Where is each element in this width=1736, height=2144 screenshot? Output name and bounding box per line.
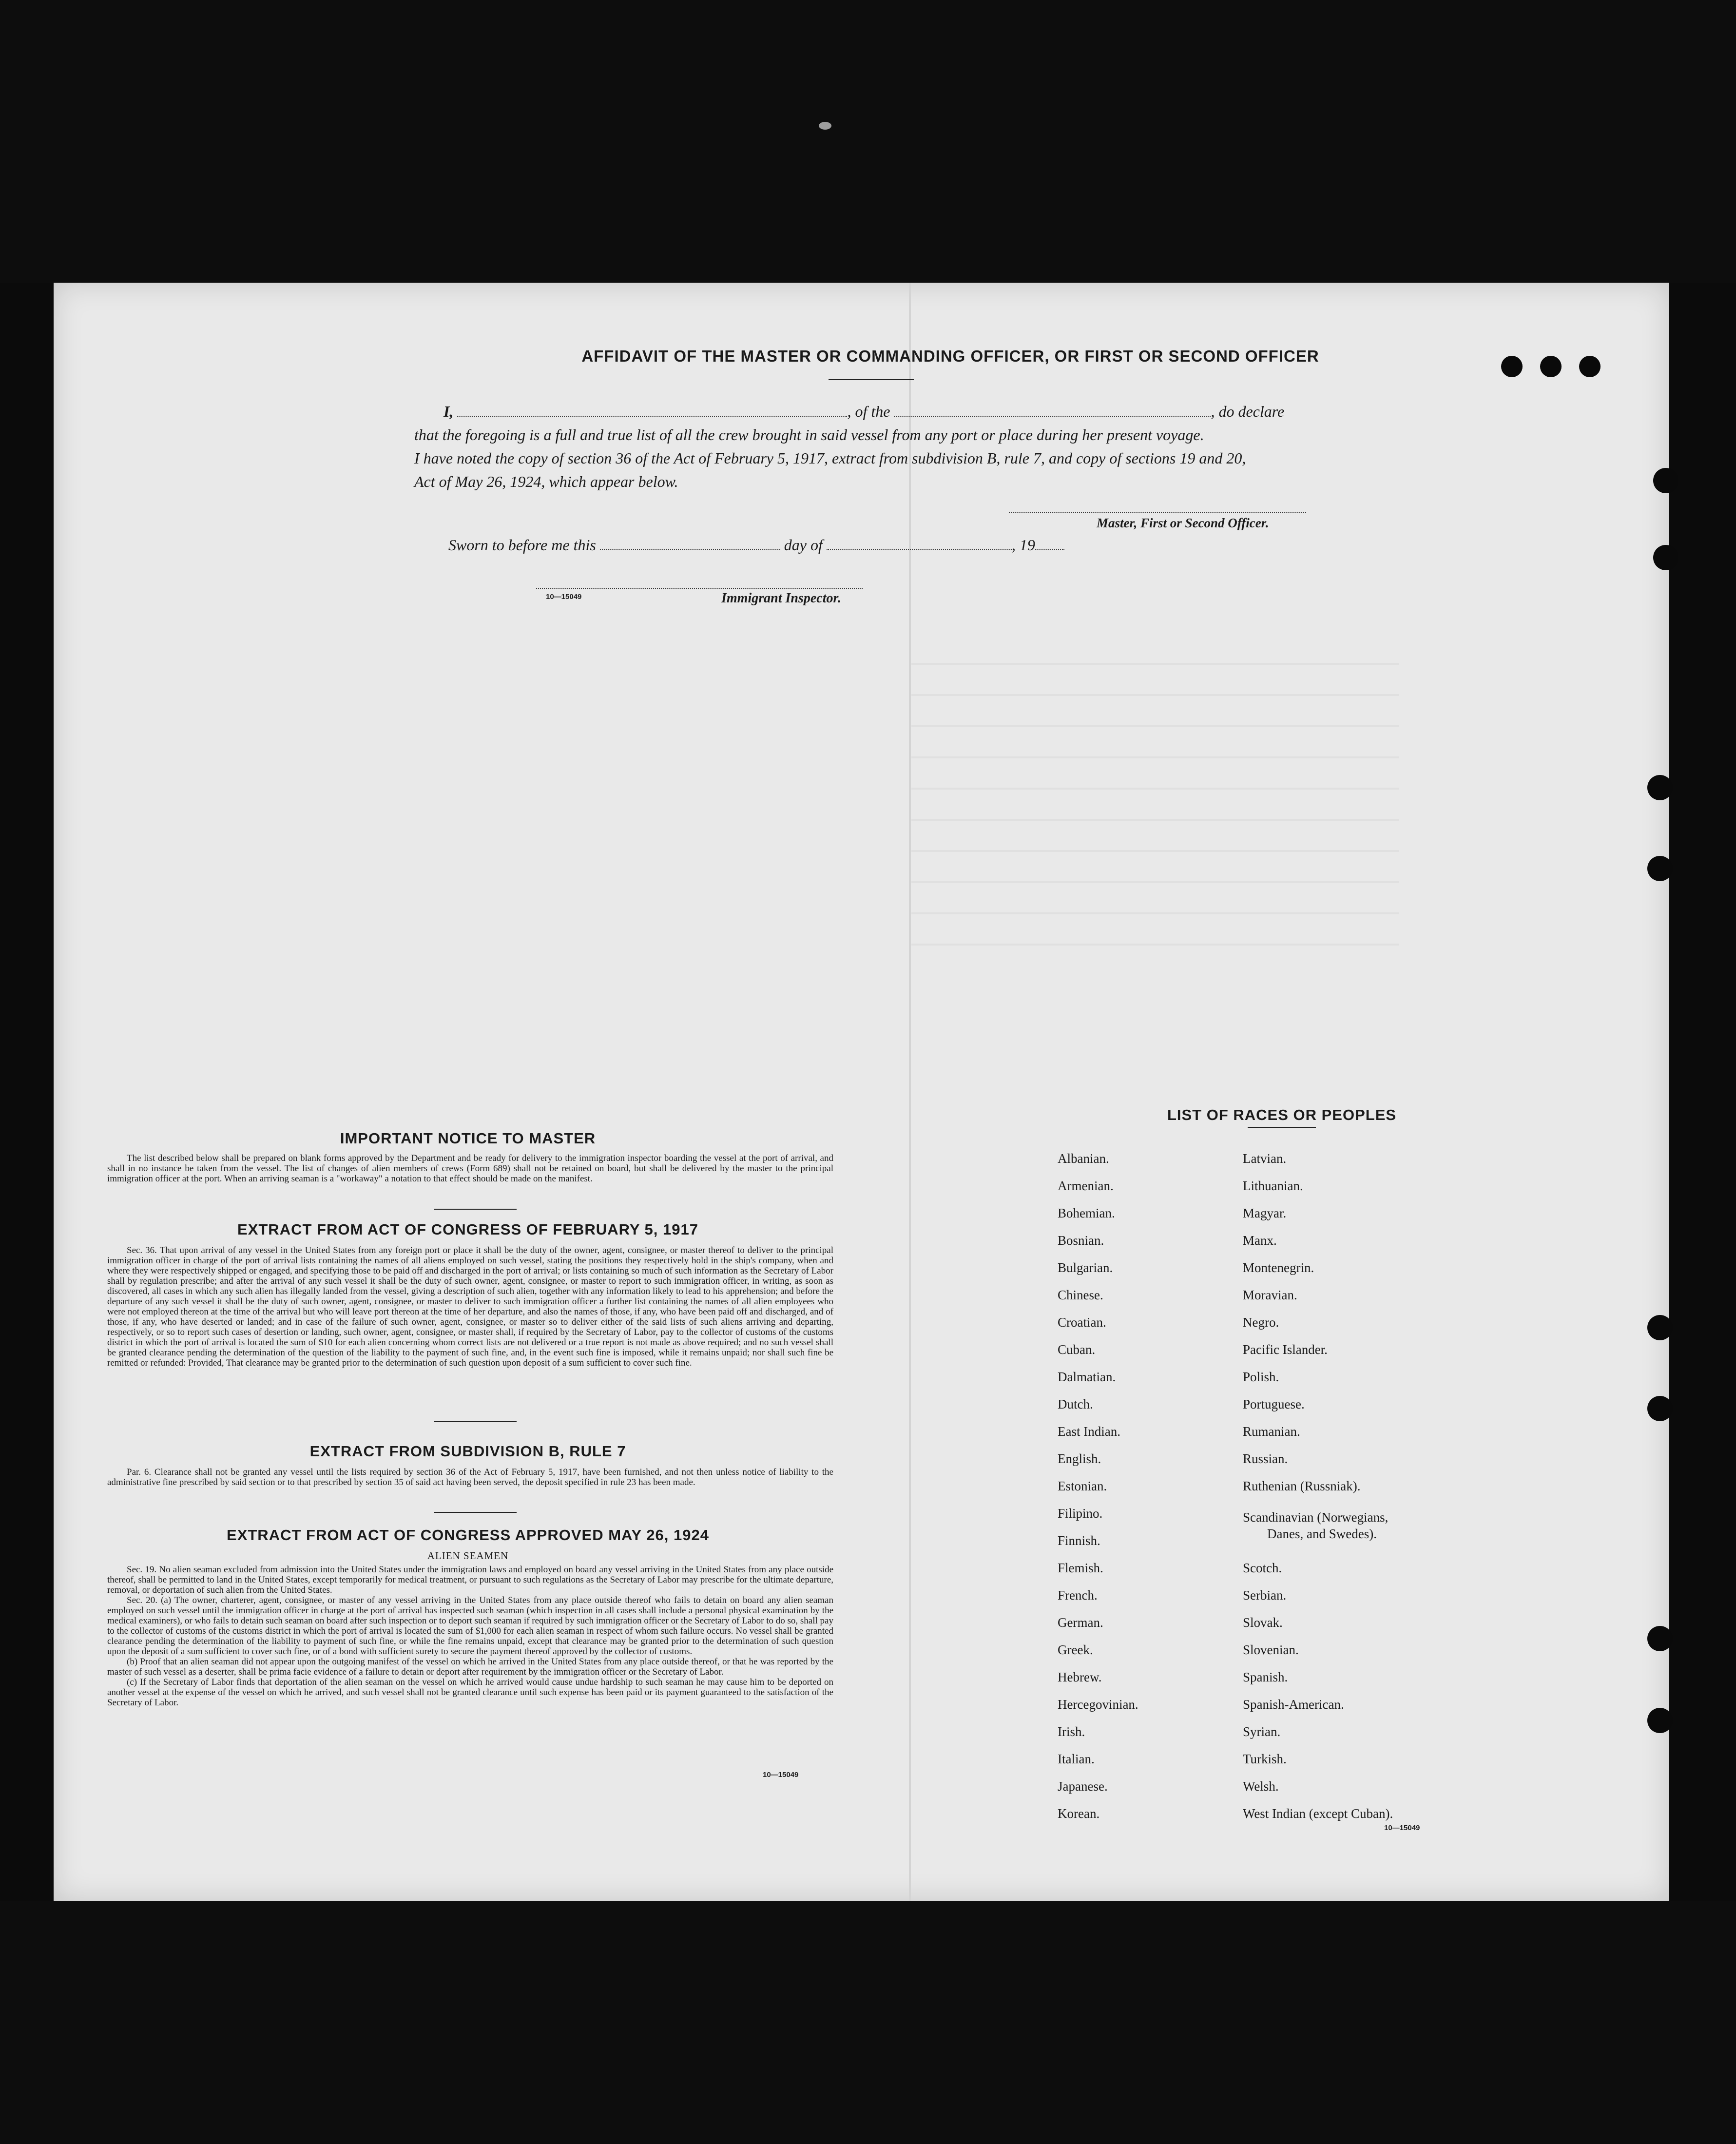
race-item: Polish. — [1243, 1370, 1279, 1384]
page-fold — [909, 283, 911, 1901]
race-item: Estonian. — [1058, 1479, 1107, 1493]
notice-text: The list described below shall be prepared on blank forms approved by the Department and be ready for delivery to the immigration inspector boarding the vessel at the port of arrival, and shall in no instance be taken from the vessel. The list of changes of alien members of crews (Form 689) shall not be retained on board, but shall be delivered by the master to the principal immigration officer at the port. When an arriving seaman is a "workaway" a notation to that effect should be made on the manifest. — [107, 1153, 833, 1184]
master-signature-line[interactable] — [1009, 512, 1306, 513]
punch-hole — [1647, 1708, 1673, 1733]
races-title: LIST OF RACES OR PEOPLES — [1167, 1106, 1397, 1123]
subdivision-b-title: EXTRACT FROM SUBDIVISION B, RULE 7 — [309, 1443, 626, 1460]
race-item: Flemish. — [1058, 1561, 1103, 1575]
inspector-signature-line[interactable] — [536, 588, 863, 589]
sworn-line — [448, 536, 1064, 554]
race-item: Negro. — [1243, 1315, 1279, 1330]
race-item: Lithuanian. — [1243, 1178, 1303, 1193]
race-item: Russian. — [1243, 1451, 1288, 1466]
punch-hole — [1647, 775, 1673, 800]
race-item: Syrian. — [1243, 1724, 1281, 1739]
sworn-month-field[interactable] — [827, 538, 1012, 550]
race-item: Welsh. — [1243, 1779, 1279, 1794]
punch-hole — [1653, 545, 1678, 570]
master-label: Master, First or Second Officer. — [1097, 516, 1269, 530]
race-item: Scotch. — [1243, 1561, 1282, 1575]
extract-1917-text: Sec. 36. That upon arrival of any vessel in the United States from any foreign port or place it shall be the duty of the owner, agent, consignee, or master thereof to deliver to the principal immigration officer in charge of the port of arrival lists containing the names of all aliens employed on such vessel, stating the positions they respectively hold in the ship's company, when and where they were respectively shipped or engaged, and specifying those to be paid off and discharged in the port of arrival; or lists containing so much of such information as the Secretary of Labor shall by regulation prescribe; and after the arrival of any such vessel it shall be the duty of such owner, agent, consignee, or master to report to such immigration officer, in writing, as soon as discovered, all cases in which any such alien has illegally landed from the vessel, giving a description of such alien, together with any information likely to lead to his apprehension; and before the departure of any such vessel it shall be the duty of such owner, agent, consignee, or master to deliver to such immigration officer a further list containing the names of all alien employees who were not employed thereon at the time of the arrival but who will leave port thereon at the time of her departure, and also the names of those, if any, who have been paid off and discharged, and of those, if any, who have deserted or landed; and in case of the failure of such owner, agent, consignee, or master so to deliver either of the said lists of such aliens arriving and departing, respectively, or so to report such cases of desertion or landing, such owner, agent, consignee, or master shall, if required by the Secretary of Labor, pay to the collector of customs of the customs district in which the port of arrival is located the sum of $10 for each alien concerning whom correct lists are not delivered or a true report is not made as above required; and no such vessel shall be granted clearance pending the determination of the question of the liability to the payment of such fine, and, in the event such fine is imposed, while it remains unpaid; nor shall such fine be remitted or refunded: Provided, That clearance may be granted prior to the determination of such question upon deposit of a sum sufficient to cover such fine. — [107, 1245, 833, 1368]
notice-title: IMPORTANT NOTICE TO MASTER — [340, 1130, 596, 1147]
race-item: German. — [1058, 1615, 1103, 1630]
affidavit-declare: , do declare — [1211, 403, 1285, 420]
affidavit-i: I, — [444, 403, 454, 420]
race-item: Korean. — [1058, 1806, 1100, 1821]
race-item: Magyar. — [1243, 1206, 1287, 1220]
race-item: Hercegovinian. — [1058, 1697, 1138, 1712]
extract-1917-title: EXTRACT FROM ACT OF CONGRESS OF FEBRUARY 5, 1917 — [237, 1221, 698, 1238]
race-item: Slovenian. — [1243, 1642, 1299, 1657]
extract-1924-text: Sec. 19. No alien seaman excluded from admission into the United States under the immigration laws and employed on board any vessel arriving in the United States from any place outside thereof, shall be permitted to land in the United States, except temporarily for medical treatment, or pursuant to such regulations as the Secretary of Labor may prescribe for the ultimate departure, removal, or deportation of such alien from the United States. Sec. 20. (a) The owner, charterer, agent, consignee, or master of any vessel arriving in the United States from any place outside thereof who fails to detain on board any alien seaman employed on such vessel until the immigration officer in charge at the port of arrival has inspected such seaman (which inspection in all cases shall include a personal physical examination by the medical examiners), or who fails to detain such seaman on board after such inspection or to deport such seaman if required by such immigration officer or the Secretary of Labor to do so, shall pay to the collector of customs of the customs district in which the port of arrival is located the sum of $1,000 for each alien seaman in respect of whom such failure occurs. No vessel shall be granted clearance pending the determination of the liability to payment of such fine, or while the fine remains unpaid, except that clearance may be granted prior to the determination of such question upon the deposit of a sum sufficient to cover such fine, or of a bond with sufficient surety to secure the payment thereof approved by the collector of customs. (b) Proof that an alien seaman did not appear upon the outgoing manifest of the vessel on which he arrived in the United States from any place outside thereof, or that he was reported by the master of such vessel as a deserter, shall be prima facie evidence of a failure to detain or deport after requirement by the immigration officer or the Secretary of Labor. (c) If the Secretary of Labor finds that deportation of the alien seaman on the vessel on which he arrived would cause undue hardship to such seaman he may cause him to be deported on another vessel at the expense of the vessel on which he arrived, and such vessel shall not be granted clearance until such expense has been paid or its payment guaranteed to the satisfaction of the Secretary of Labor. — [107, 1565, 833, 1708]
form-number: 10—15049 — [763, 1771, 799, 1779]
divider — [1248, 1127, 1316, 1128]
race-item: Montenegrin. — [1243, 1260, 1314, 1275]
affidavit-line4: Act of May 26, 1924, which appear below. — [414, 473, 678, 490]
punch-hole — [1647, 1315, 1673, 1340]
sworn-year: , 19 — [1011, 536, 1035, 554]
race-item: Serbian. — [1243, 1588, 1287, 1603]
race-item: Spanish. — [1243, 1670, 1288, 1684]
race-item: Irish. — [1058, 1724, 1085, 1739]
name-field[interactable] — [457, 401, 847, 417]
affidavit-title: AFFIDAVIT OF THE MASTER OR COMMANDING OFFICER, OR FIRST OR SECOND OFFICER — [581, 347, 1319, 365]
punch-hole — [1540, 356, 1562, 377]
divider — [434, 1209, 517, 1210]
affidavit-of-the: , of the — [847, 403, 890, 420]
divider — [829, 379, 914, 380]
bleed-through — [911, 634, 1399, 975]
race-item: Portuguese. — [1243, 1397, 1305, 1411]
affidavit-line2: that the foregoing is a full and true list of all the crew brought in said vessel from any port or place during her present voyage. — [414, 426, 1204, 444]
form-number: 10—15049 — [546, 593, 582, 601]
punch-hole — [1501, 356, 1523, 377]
form-number: 10—15049 — [1384, 1824, 1420, 1832]
race-item: Finnish. — [1058, 1533, 1100, 1548]
race-item: Dutch. — [1058, 1397, 1093, 1411]
punch-hole — [1647, 1626, 1673, 1651]
affidavit-line3: I have noted the copy of section 36 of the Act of February 5, 1917, extract from subdivision B, rule 7, and copy of sections 19 and 20, — [414, 449, 1246, 467]
race-item: French. — [1058, 1588, 1098, 1603]
race-item: Filipino. — [1058, 1506, 1103, 1521]
race-item: East Indian. — [1058, 1424, 1120, 1439]
race-item: Scandinavian (Norwegians, — [1243, 1510, 1389, 1525]
race-item: Cuban. — [1058, 1342, 1096, 1357]
race-item: Turkish. — [1243, 1752, 1287, 1766]
race-item: Slovak. — [1243, 1615, 1283, 1630]
punch-hole — [1653, 468, 1678, 493]
sworn-prefix: Sworn to before me this — [448, 536, 596, 554]
divider — [434, 1512, 517, 1513]
sworn-day-of: day of — [784, 536, 823, 554]
race-item: Spanish-American. — [1243, 1697, 1344, 1712]
race-item: Croatian. — [1058, 1315, 1106, 1330]
alien-seamen-subtitle: ALIEN SEAMEN — [427, 1550, 509, 1562]
punch-hole — [1647, 1396, 1673, 1421]
race-item: Albanian. — [1058, 1151, 1109, 1166]
punch-hole — [1579, 356, 1601, 377]
race-item: English. — [1058, 1451, 1101, 1466]
race-item: Chinese. — [1058, 1288, 1103, 1302]
extract-1924-title: EXTRACT FROM ACT OF CONGRESS APPROVED MAY 26, 1924 — [227, 1526, 709, 1544]
race-item: Ruthenian (Russniak). — [1243, 1479, 1361, 1493]
film-border-top — [0, 0, 1736, 283]
document-page — [54, 283, 1669, 1901]
race-item: Bulgarian. — [1058, 1260, 1113, 1275]
race-item: Bosnian. — [1058, 1233, 1104, 1248]
race-item: Danes, and Swedes). — [1267, 1526, 1377, 1541]
punch-hole — [1647, 856, 1673, 881]
race-item: Armenian. — [1058, 1178, 1114, 1193]
vessel-field[interactable] — [894, 401, 1211, 417]
race-item: Manx. — [1243, 1233, 1277, 1248]
sworn-day-field[interactable] — [600, 538, 780, 550]
race-item: Pacific Islander. — [1243, 1342, 1328, 1357]
race-item: Italian. — [1058, 1752, 1095, 1766]
divider — [434, 1421, 517, 1422]
race-item: West Indian (except Cuban). — [1243, 1806, 1393, 1821]
subdivision-b-text: Par. 6. Clearance shall not be granted any vessel until the lists required by section 36 of the Act of February 5, 1917, have been furnished, and not then unless notice of liability to the administrative fine prescribed by said section or to that prescribed by section 35 of said act having been served, the deposit specified in rule 23 has been made. — [107, 1467, 833, 1487]
film-border-bottom — [0, 1901, 1736, 2144]
race-item: Dalmatian. — [1058, 1370, 1116, 1384]
scan-speck — [819, 122, 831, 130]
race-item: Latvian. — [1243, 1151, 1287, 1166]
inspector-label: Immigrant Inspector. — [721, 591, 841, 606]
race-item: Hebrew. — [1058, 1670, 1102, 1684]
race-item: Moravian. — [1243, 1288, 1297, 1302]
affidavit-text — [414, 400, 1384, 493]
race-item: Rumanian. — [1243, 1424, 1300, 1439]
race-item: Greek. — [1058, 1642, 1093, 1657]
race-item: Japanese. — [1058, 1779, 1108, 1794]
race-item: Bohemian. — [1058, 1206, 1115, 1220]
sworn-year-field[interactable] — [1035, 538, 1064, 550]
